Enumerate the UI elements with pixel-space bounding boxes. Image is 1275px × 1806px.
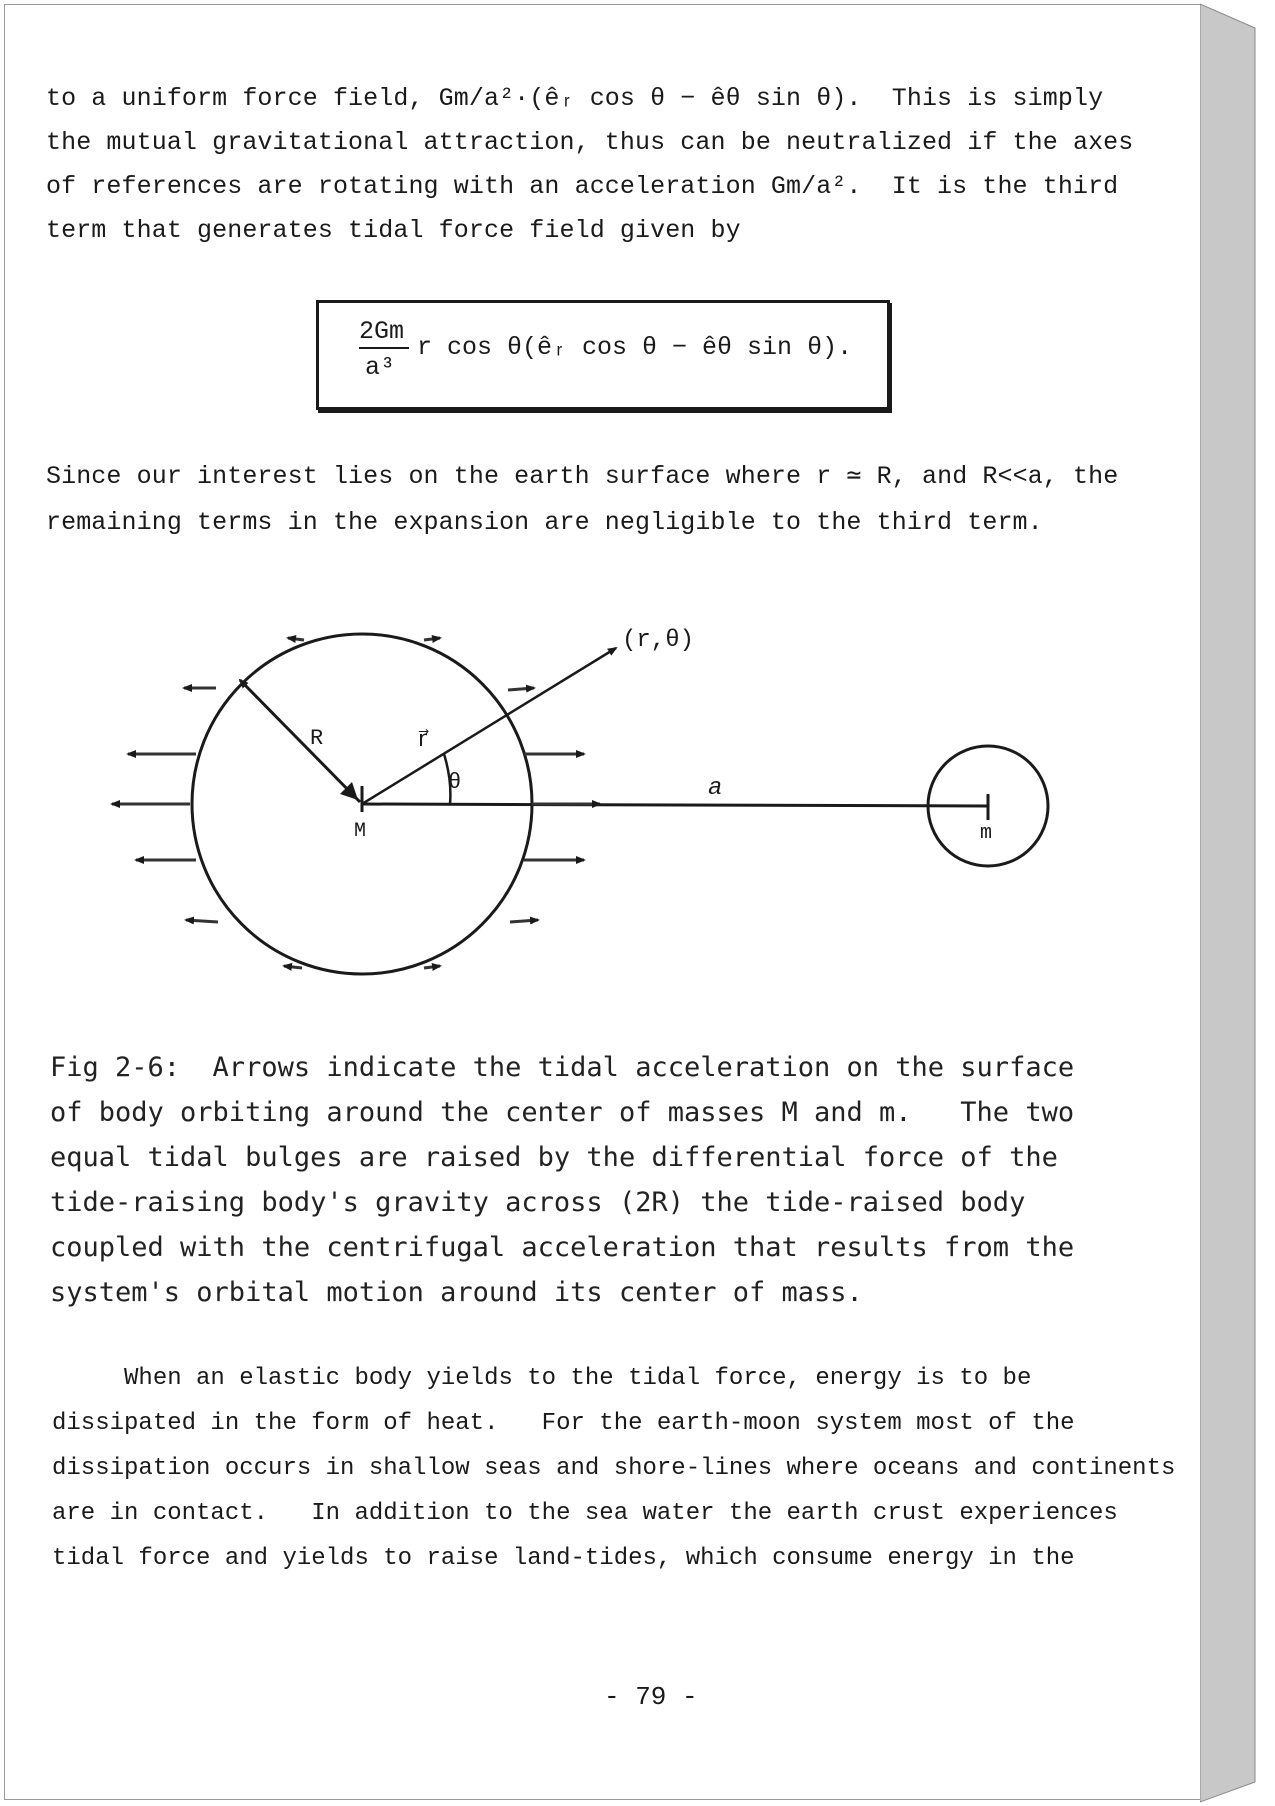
- paragraph-3-line-4: are in contact. In addition to the sea water the earth crust experiences: [52, 1500, 1118, 1527]
- label-angle: θ: [448, 770, 462, 795]
- tidal-force-formula-box: [316, 300, 890, 410]
- paragraph-1-line-4: term that generates tidal force field given by: [46, 216, 741, 245]
- paragraph-2-line-1: Since our interest lies on the earth surface where r ≃ R, and R<<a, the: [46, 462, 1119, 491]
- paragraph-1-line-3: of references are rotating with an acceleration Gm/a². It is the third: [46, 172, 1119, 201]
- caption-line-4: tide-raising body's gravity across (2R) the tide-raised body: [50, 1187, 1026, 1218]
- caption-line-6: system's orbital motion around its center of mass.: [50, 1277, 863, 1308]
- document-page: [4, 4, 1200, 1798]
- paragraph-2-line-2: remaining terms in the expansion are negligible to the third term.: [46, 508, 1043, 537]
- page-number: - 79 -: [604, 1682, 698, 1712]
- position-vector-arrow: [362, 648, 616, 804]
- radius-arrow: [240, 680, 360, 802]
- label-mass-big: M: [354, 820, 367, 843]
- caption-line-1: Fig 2-6: Arrows indicate the tidal acceleration on the surface: [50, 1052, 1075, 1083]
- formula-body: r cos θ(êᵣ cos θ − êθ sin θ).: [417, 333, 853, 362]
- paragraph-3-line-2: dissipated in the form of heat. For the earth-moon system most of the: [52, 1410, 1075, 1437]
- label-mass-small: m: [980, 822, 993, 845]
- paragraph-3-line-1: When an elastic body yields to the tidal force, energy is to be: [52, 1365, 1032, 1392]
- caption-line-5: coupled with the centrifugal acceleration that results from the: [50, 1232, 1075, 1263]
- label-position-vector: r⃗: [418, 728, 428, 753]
- caption-line-2: of body orbiting around the center of masses M and m. The two: [50, 1097, 1075, 1128]
- distance-line: [362, 804, 988, 806]
- paragraph-1-line-2: the mutual gravitational attraction, thus can be neutralized if the axes: [46, 128, 1134, 157]
- formula-denominator: a³: [365, 353, 396, 382]
- tidal-acceleration-figure: [4, 604, 1200, 1004]
- formula-numerator: 2Gm: [359, 317, 405, 346]
- page-edge-shadow: [1200, 0, 1275, 1806]
- label-radius: R: [310, 726, 324, 751]
- label-point: (r,θ): [622, 627, 695, 654]
- formula-fraction-bar: [359, 347, 409, 349]
- paragraph-3-line-3: dissipation occurs in shallow seas and shore-lines where oceans and continents: [52, 1455, 1176, 1482]
- label-distance: a: [708, 775, 723, 802]
- caption-line-3: equal tidal bulges are raised by the differential force of the: [50, 1142, 1058, 1173]
- tidal-arrows: [112, 638, 600, 968]
- paragraph-1-line-1: to a uniform force field, Gm/a²·(êᵣ cos θ − êθ sin θ). This is simply: [46, 84, 1104, 113]
- paragraph-3-line-5: tidal force and yields to raise land-tides, which consume energy in the: [52, 1545, 1075, 1572]
